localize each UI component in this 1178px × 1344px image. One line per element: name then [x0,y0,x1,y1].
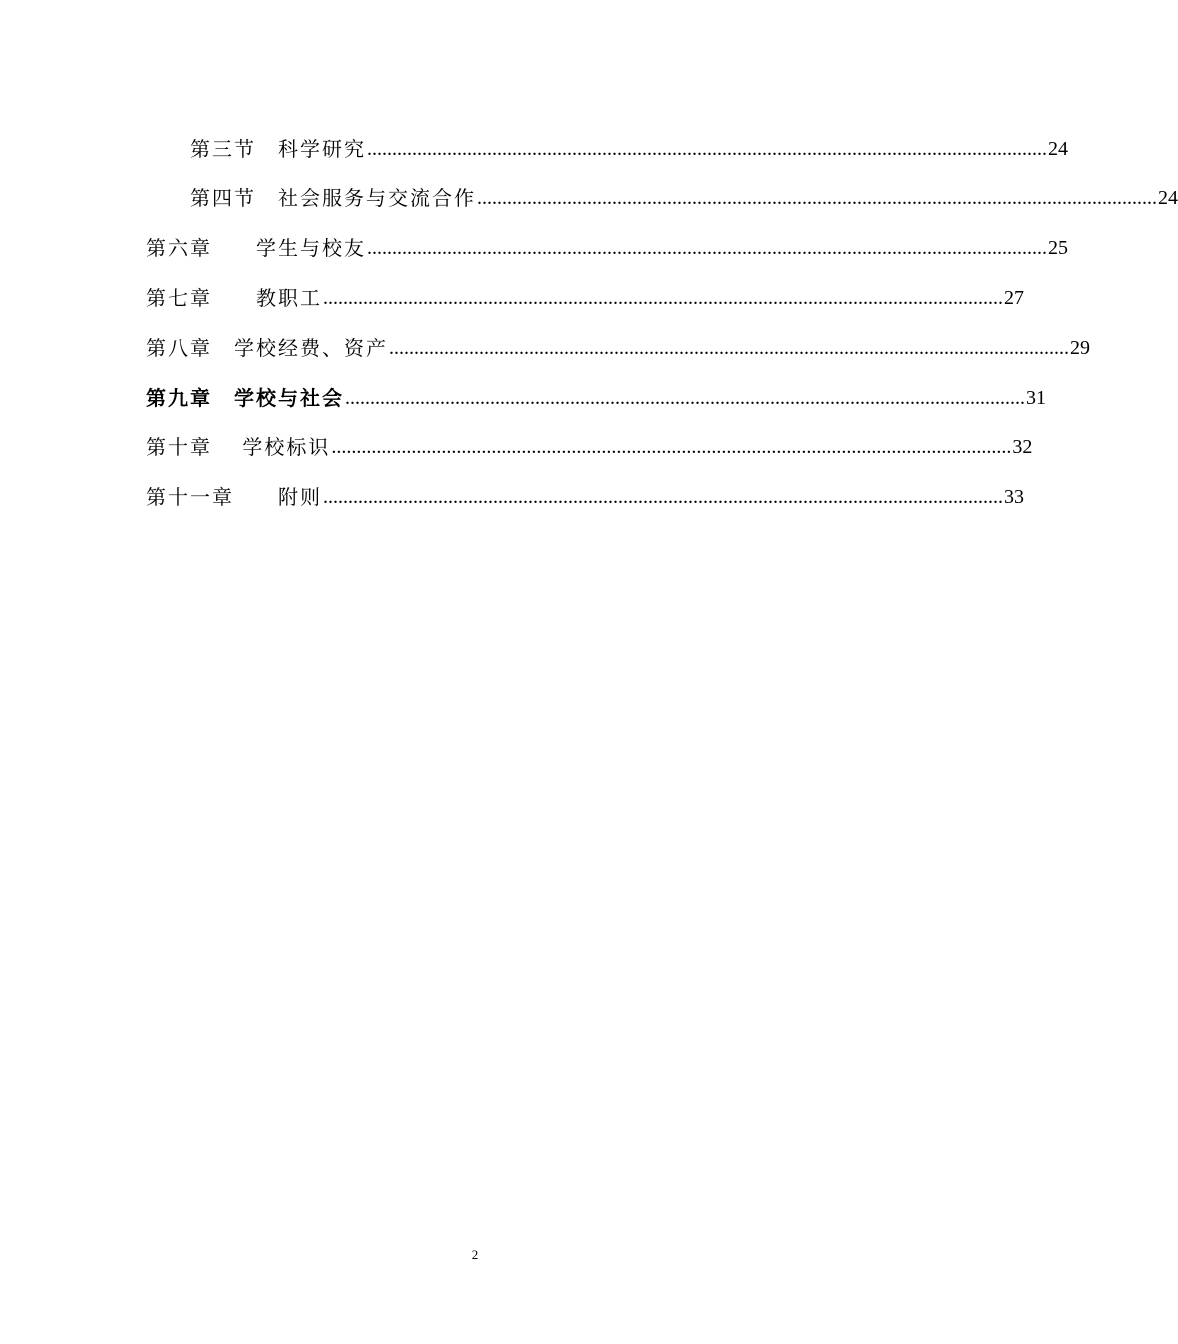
toc-dot-leader: ........................................................................................................................................ [367,237,1047,259]
toc-page-number: 24 [1158,187,1178,209]
toc-entry-chapter-8[interactable] [146,330,1090,360]
toc-dot-leader: ........................................................................................................................................ [367,138,1047,160]
toc-entry-label: 第八章 学校经费、资产 [146,336,388,360]
toc-entry-chapter-11[interactable] [146,479,1024,509]
toc-entry-chapter-6[interactable] [146,230,1068,260]
toc-page-number: 25 [1048,237,1068,259]
toc-entry-chapter-10[interactable] [146,429,1033,459]
toc-dot-leader: ........................................................................................................................................ [331,436,1012,458]
toc-page-number: 31 [1026,387,1046,409]
toc-dot-leader: ........................................................................................................................................ [323,287,1003,309]
toc-page-number: 33 [1004,486,1024,508]
toc-entry-label: 第十章 学校标识 [146,435,331,459]
toc-entry-label: 第七章 教职工 [146,286,322,310]
toc-entry-section-3[interactable] [190,131,1068,161]
toc-dot-leader: ........................................................................................................................................ [323,486,1003,508]
toc-page-number: 29 [1070,337,1090,359]
toc-entry-label: 第四节 社会服务与交流合作 [190,186,476,210]
toc-page-number: 27 [1004,287,1024,309]
toc-entry-section-4[interactable] [190,180,1178,210]
toc-page-number: 24 [1048,138,1068,160]
toc-entry-chapter-7[interactable] [146,280,1024,310]
toc-entry-label: 第九章 学校与社会 [146,386,344,410]
toc-dot-leader: ........................................................................................................................................ [345,387,1025,409]
toc-dot-leader: ........................................................................................................................................ [389,337,1069,359]
toc-page-number: 32 [1012,436,1033,458]
toc-dot-leader: ........................................................................................................................................ [477,187,1157,209]
toc-entry-label: 第三节 科学研究 [190,137,366,161]
toc-entry-label: 第六章 学生与校友 [146,236,366,260]
page-number-footer: 2 [471,1247,479,1262]
toc-entry-label: 第十一章 附则 [146,485,322,509]
toc-entry-chapter-9[interactable] [146,380,1046,410]
